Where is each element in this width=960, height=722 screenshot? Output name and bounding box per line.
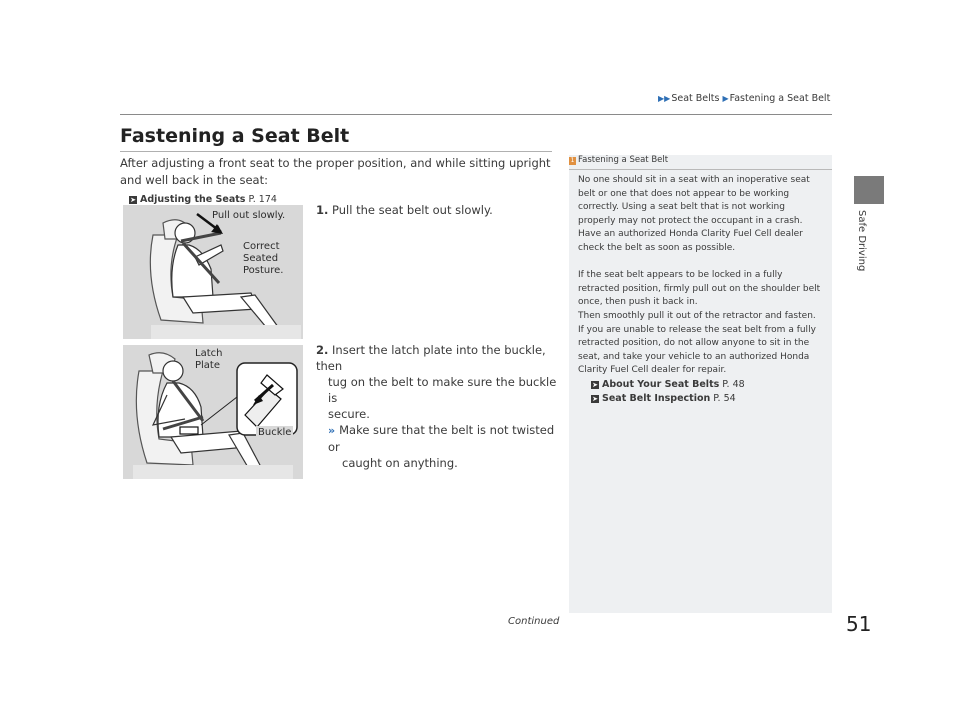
note-line: If the seat belt appears to be locked in a fully — [578, 270, 783, 281]
breadcrumb-level1[interactable]: Seat Belts — [671, 93, 720, 104]
note-line: No one should sit in a seat with an inoperative seat — [578, 175, 810, 185]
note-line: If you are unable to release the seat belt from a fully — [578, 324, 816, 335]
reference-arrow-icon: ➤ — [130, 196, 136, 204]
note-number-badge-icon: 1 — [570, 157, 575, 164]
reference-arrow-icon: ➤ — [592, 394, 598, 403]
note-line: check the belt as soon as possible. — [578, 242, 736, 253]
note-line: Clarity Fuel Cell dealer for repair. — [578, 365, 727, 376]
step-number: 2. — [316, 343, 329, 357]
figure-insert-latch — [123, 345, 303, 479]
note-line: properly may not protect the occupant in a crash. — [578, 215, 803, 226]
note-references — [578, 378, 828, 405]
sub-text-line1: Make sure that the belt is not twisted or — [328, 423, 555, 454]
reference-title[interactable]: Adjusting the Seats — [140, 194, 246, 205]
continued-label: Continued — [508, 616, 560, 627]
breadcrumb — [658, 93, 830, 104]
figure-pull-belt — [123, 205, 303, 339]
label-correct: Correct — [243, 241, 280, 252]
note-line: retracted position, firmly pull out on the shoulder belt — [578, 283, 821, 294]
header-rule — [120, 114, 832, 115]
label-plate: Plate — [195, 360, 221, 371]
breadcrumb-level2[interactable]: Fastening a Seat Belt — [729, 93, 831, 104]
cross-reference[interactable] — [591, 378, 828, 392]
step-text-line3: secure. — [328, 407, 370, 421]
reference-title[interactable]: Seat Belt Inspection — [602, 392, 711, 404]
note-rule — [569, 169, 832, 170]
step-2 — [316, 342, 566, 471]
intro-paragraph — [120, 155, 560, 208]
sub-arrow-icon: » — [328, 424, 336, 437]
breadcrumb-arrow-icon: ▶ — [722, 94, 729, 103]
step-1 — [316, 202, 561, 218]
note-header — [569, 155, 832, 169]
intro-text: After adjusting a front seat to the proper position, and while sitting upright and well back in the seat: — [120, 156, 551, 187]
step-text: Pull the seat belt out slowly. — [332, 203, 493, 217]
page-title: Fastening a Seat Belt — [120, 125, 350, 147]
reference-title[interactable]: About Your Seat Belts — [602, 378, 720, 390]
step-text-line1: Insert the latch plate into the buckle, then — [316, 343, 546, 373]
note-body — [578, 174, 828, 405]
side-tab-marker — [854, 176, 884, 204]
note-line: retracted position, do not allow anyone to sit in the — [578, 338, 810, 349]
title-rule — [120, 151, 552, 152]
reference-page: P. 48 — [722, 378, 745, 390]
step-text-line2: tug on the belt to make sure the buckle is — [328, 375, 557, 405]
page-number: 51 — [846, 612, 872, 636]
label-pull-out: Pull out slowly. — [212, 210, 286, 221]
step-number: 1. — [316, 203, 329, 217]
note-line: seat, and take your vehicle to an authorized Honda — [578, 351, 810, 362]
note-line: belt or one that does not appear to be working — [578, 188, 790, 199]
note-line: Have an authorized Honda Clarity Fuel Cell dealer — [578, 229, 803, 240]
side-note — [569, 155, 832, 613]
label-buckle: Buckle — [258, 427, 292, 438]
breadcrumb-arrow-icon: ▶▶ — [658, 94, 671, 103]
label-posture: Posture. — [243, 265, 284, 276]
note-line: correctly. Using a seat belt that is not working — [578, 202, 785, 213]
note-line: Then smoothly pull it out of the retractor and fasten. — [578, 310, 816, 321]
cross-reference[interactable] — [591, 392, 828, 406]
reference-arrow-icon: ➤ — [592, 380, 598, 389]
note-title: Fastening a Seat Belt — [578, 155, 669, 165]
note-line: once, then push it back in. — [578, 297, 698, 308]
reference-page: P. 174 — [248, 194, 277, 205]
label-latch: Latch — [195, 348, 223, 359]
reference-page: P. 54 — [713, 392, 736, 404]
side-tab-label: Safe Driving — [856, 210, 867, 272]
label-seated: Seated — [243, 253, 279, 264]
sub-text-line2: caught on anything. — [342, 456, 458, 470]
